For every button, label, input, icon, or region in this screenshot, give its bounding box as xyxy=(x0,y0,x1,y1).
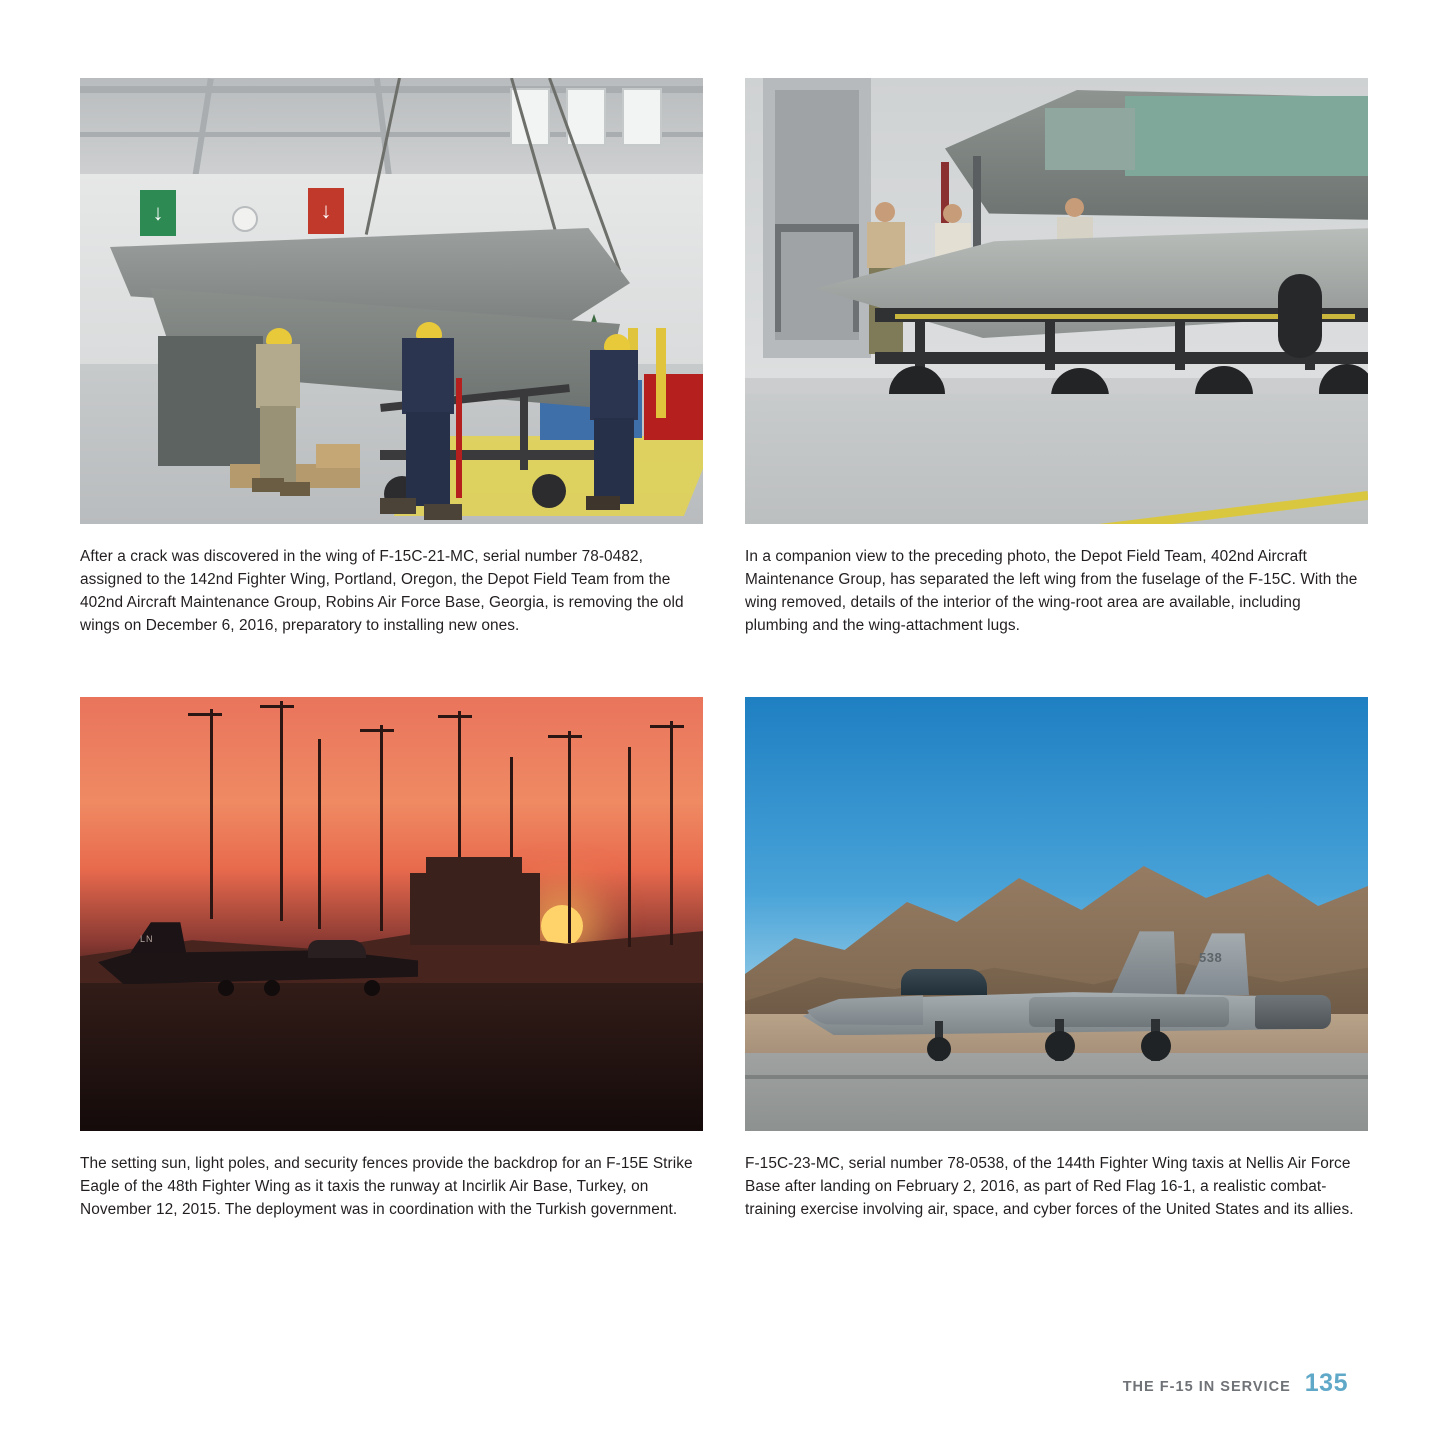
figure-cell-bottom-right xyxy=(745,697,1368,1222)
jet-left-vertical-tail xyxy=(1099,931,1177,997)
figure-cell-top-left xyxy=(80,78,703,638)
hangar-door-opening xyxy=(775,90,859,340)
cart-wheel xyxy=(532,474,566,508)
maintenance-stand xyxy=(775,224,859,232)
light-pole-arm xyxy=(438,715,472,718)
wing-root-plumbing xyxy=(1045,108,1135,170)
yellow-ladder xyxy=(656,328,666,418)
worker-boot xyxy=(380,498,416,514)
worker-legs xyxy=(406,412,450,506)
figure-caption: After a crack was discovered in the wing of F-15C-21-MC, serial number 78-0482, assigned to the 142nd Fighter Wing, Portland, Oregon, the Depot Field Team from the 402nd Aircraft Maintenance Group, Robins Air Force Base, Georgia, is removing the old wings on December 6, 2016, preparatory to installing new ones. xyxy=(80,548,684,634)
figure-cell-top-right xyxy=(745,78,1368,638)
building-roof xyxy=(426,857,522,877)
worker-boot xyxy=(424,504,462,520)
light-pole xyxy=(380,725,383,931)
red-toolbox xyxy=(644,374,703,440)
trailer-post xyxy=(1175,316,1185,370)
figure-row-bottom xyxy=(80,697,1368,1222)
jet-main-gear xyxy=(264,980,280,996)
wing-on-trailer-photo xyxy=(745,78,1368,524)
jet-nose-gear xyxy=(364,980,380,996)
hangar-wing-removal-photo xyxy=(80,78,703,524)
trailer-post xyxy=(1045,316,1055,370)
red-sign-arrow-glyph: ↓ xyxy=(320,198,332,223)
person-head xyxy=(875,202,895,222)
light-pole xyxy=(670,721,673,945)
worker-boot xyxy=(280,482,310,496)
figure-caption: In a companion view to the preceding photo, the Depot Field Team, 402nd Aircraft Maintenance Group, has separated the left wing from the fuselage of the F-15C. With the wing removed, details of the interior of the wing-root area are available, including plumbing and the wing-attachment lugs. xyxy=(745,548,1358,634)
worker-torso xyxy=(402,338,454,414)
jack-red-post xyxy=(456,378,462,498)
foreground-ground xyxy=(80,983,703,1131)
worker-legs xyxy=(594,418,634,504)
light-pole-arm xyxy=(650,725,684,728)
light-pole-arm xyxy=(260,705,294,708)
airfield-building xyxy=(410,873,540,945)
green-sign-arrow-glyph: ↓ xyxy=(152,200,164,225)
f15c-eagle-aircraft xyxy=(803,921,1343,1061)
light-pole-arm xyxy=(548,735,582,738)
jet-canopy xyxy=(901,969,987,995)
ramp-seam-line xyxy=(745,1075,1368,1079)
light-pole-arm xyxy=(360,729,394,732)
jack-post xyxy=(520,390,528,470)
jet-engine-exhaust xyxy=(1255,995,1331,1029)
page-footer xyxy=(1123,1369,1348,1398)
footer-page-number: 135 xyxy=(1304,1369,1348,1397)
light-pole xyxy=(568,731,571,943)
figure-caption: The setting sun, light poles, and security fences provide the backdrop for an F-15E Strike Eagle of the 48th Fighter Wing as it taxis the runway at Incirlik Air Base, Turkey, on November 12, 2015. The deployment was in coordination with the Turkish government. xyxy=(80,1154,693,1218)
nellis-red-flag-taxi-photo xyxy=(745,697,1368,1131)
worker-torso xyxy=(256,344,300,408)
footer-chapter-title: THE F-15 IN SERVICE xyxy=(1122,1379,1291,1395)
trailer-post xyxy=(915,318,925,368)
green-exit-sign xyxy=(140,190,176,236)
light-pole xyxy=(210,709,213,919)
figure-grid xyxy=(80,78,1368,1222)
wing-root-dark-panel xyxy=(158,336,263,466)
worker-boot xyxy=(586,496,620,510)
main-gear-tire xyxy=(1045,1031,1075,1061)
aircraft-nose-wheel xyxy=(1278,274,1322,358)
worker-legs xyxy=(260,406,296,484)
wood-crate xyxy=(316,444,360,468)
jet-nose-section xyxy=(803,995,923,1025)
red-warning-sign xyxy=(308,188,344,234)
figure-row-top xyxy=(80,78,1368,638)
setting-sun xyxy=(541,905,583,947)
person-head xyxy=(943,204,962,223)
ceiling-beam xyxy=(80,132,703,137)
jet-fuselage xyxy=(98,950,418,984)
jet-main-gear xyxy=(218,980,234,996)
incirlik-sunset-taxi-photo xyxy=(80,697,703,1131)
airfield-ramp xyxy=(745,1053,1368,1131)
worker-torso xyxy=(590,350,638,420)
maintenance-stand-leg xyxy=(775,232,781,332)
ceiling-beam xyxy=(80,86,703,93)
hangar-window xyxy=(622,88,662,146)
figure-cell-bottom-left xyxy=(80,697,703,1222)
jet-tail-number: 538 xyxy=(1199,950,1223,966)
person-head xyxy=(1065,198,1084,217)
person-shirt xyxy=(867,222,905,268)
f15e-strike-eagle xyxy=(98,922,428,996)
nose-gear-tire xyxy=(927,1037,951,1061)
light-pole xyxy=(318,739,321,929)
jet-tail-code: LN xyxy=(140,934,154,945)
light-pole-arm xyxy=(188,713,222,716)
light-pole xyxy=(280,701,283,921)
light-pole xyxy=(628,747,631,947)
wall-clock xyxy=(232,206,258,232)
jet-canopy xyxy=(308,940,366,958)
main-gear-tire xyxy=(1141,1031,1171,1061)
wing-root-interior xyxy=(1125,96,1368,176)
figure-caption: F-15C-23-MC, serial number 78-0538, of the 144th Fighter Wing taxis at Nellis Air Force Base after landing on February 2, 2016, as part of Red Flag 16-1, a realistic combat-training exercise involving air, space, and cyber forces of the United States and its allies. xyxy=(745,1154,1354,1218)
